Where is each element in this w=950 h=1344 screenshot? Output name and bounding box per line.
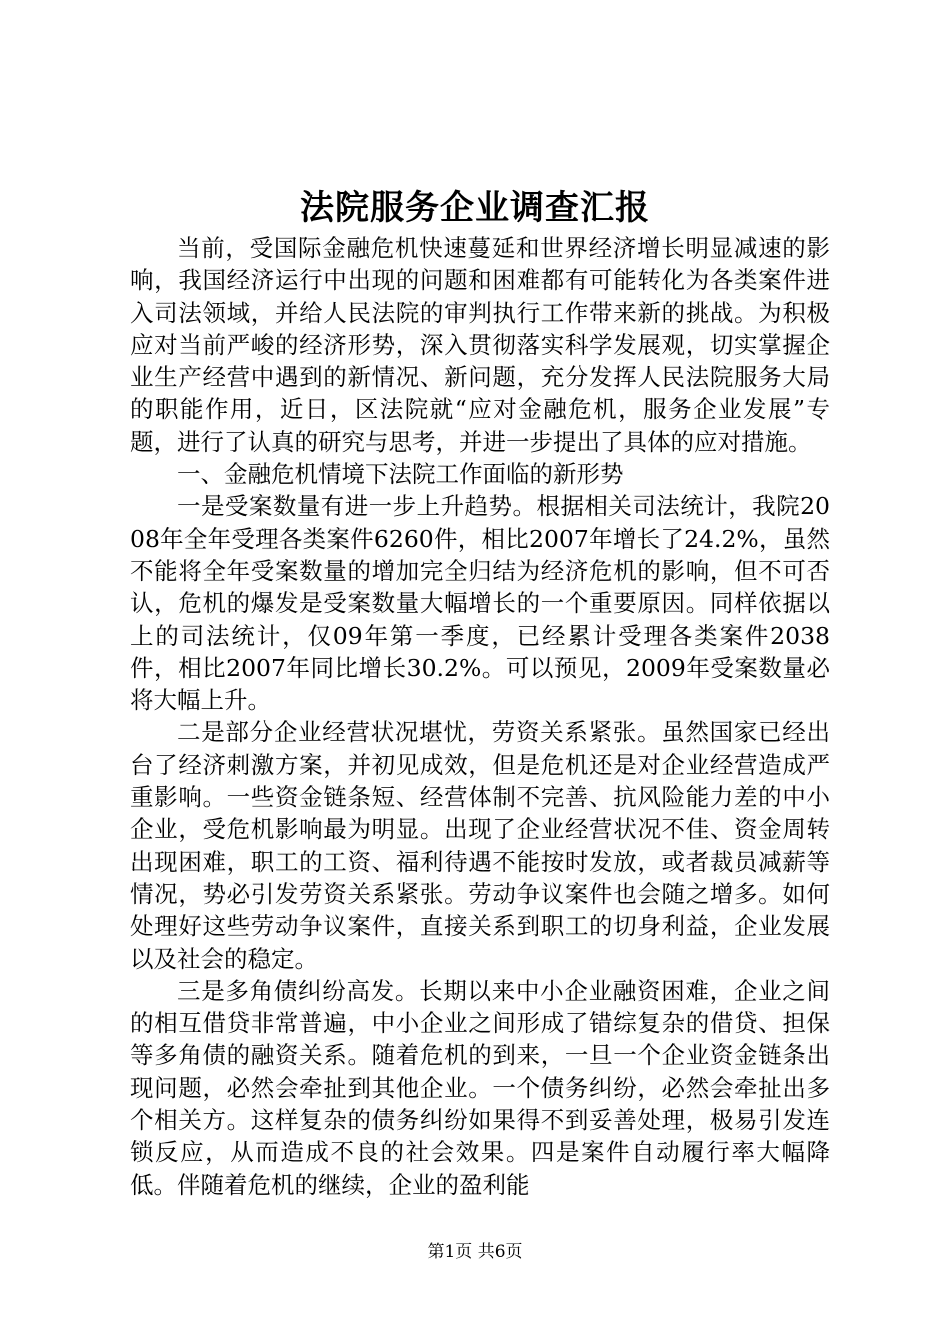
paragraph-point-2: 二是部分企业经营状况堪忧，劳资关系紧张。虽然国家已经出台了经济刺激方案，并初见成效，但是危机还是对企业经营造成严重影响。一些资金链条短、经营体制不完善、抗风险能力差的中小企业，受危机影响最为明显。出现了企业经营状况不佳、资金周转出现困难，职工的工资、福利待遇不能按时发放，或者裁员减薪等情况，势必引发劳资关系紧张。劳动争议案件也会随之增多。如何处理好这些劳动争议案件，直接关系到职工的切身利益，企业发展以及社会的稳定。: [130, 718, 830, 973]
paragraph-point-1: 一是受案数量有进一步上升趋势。根据相关司法统计，我院2008年全年受理各类案件6260件，相比2007年增长了24.2%，虽然不能将全年受案数量的增加完全归结为经济危机的影响，但不可否认，危机的爆发是受案数量大幅增长的一个重要原因。同样依据以上的司法统计，仅09年第一季度，已经累计受理各类案件2038件，相比2007年同比增长30.2%。可以预见，2009年受案数量必将大幅上升。: [130, 492, 830, 715]
paragraph-intro: 当前，受国际金融危机快速蔓延和世界经济增长明显减速的影响，我国经济运行中出现的问题和困难都有可能转化为各类案件进入司法领域，并给人民法院的审判执行工作带来新的挑战。为积极应对当前严峻的经济形势，深入贯彻落实科学发展观，切实掌握企业生产经营中遇到的新情况、新问题，充分发挥人民法院服务大局的职能作用，近日，区法院就“应对金融危机，服务企业发展”专题，进行了认真的研究与思考，并进一步提出了具体的应对措施。: [130, 234, 830, 456]
section-heading-1: 一、金融危机情境下法院工作面临的新形势: [177, 460, 624, 489]
paragraph-point-3: 三是多角债纠纷高发。长期以来中小企业融资困难，企业之间的相互借贷非常普遍，中小企业之间形成了错综复杂的借贷、担保等多角债的融资关系。随着危机的到来，一旦一个企业资金链条出现问题，必然会牵扯到其他企业。一个债务纠纷，必然会牵扯出多个相关方。这样复杂的债务纠纷如果得不到妥善处理，极易引发连锁反应，从而造成不良的社会效果。四是案件自动履行率大幅降低。伴随着危机的继续，企业的盈利能: [130, 976, 830, 1199]
document-title: 法院服务企业调查汇报: [300, 188, 650, 228]
page-footer: 第1页 共6页: [427, 1242, 523, 1262]
document-body: [130, 232, 830, 1201]
